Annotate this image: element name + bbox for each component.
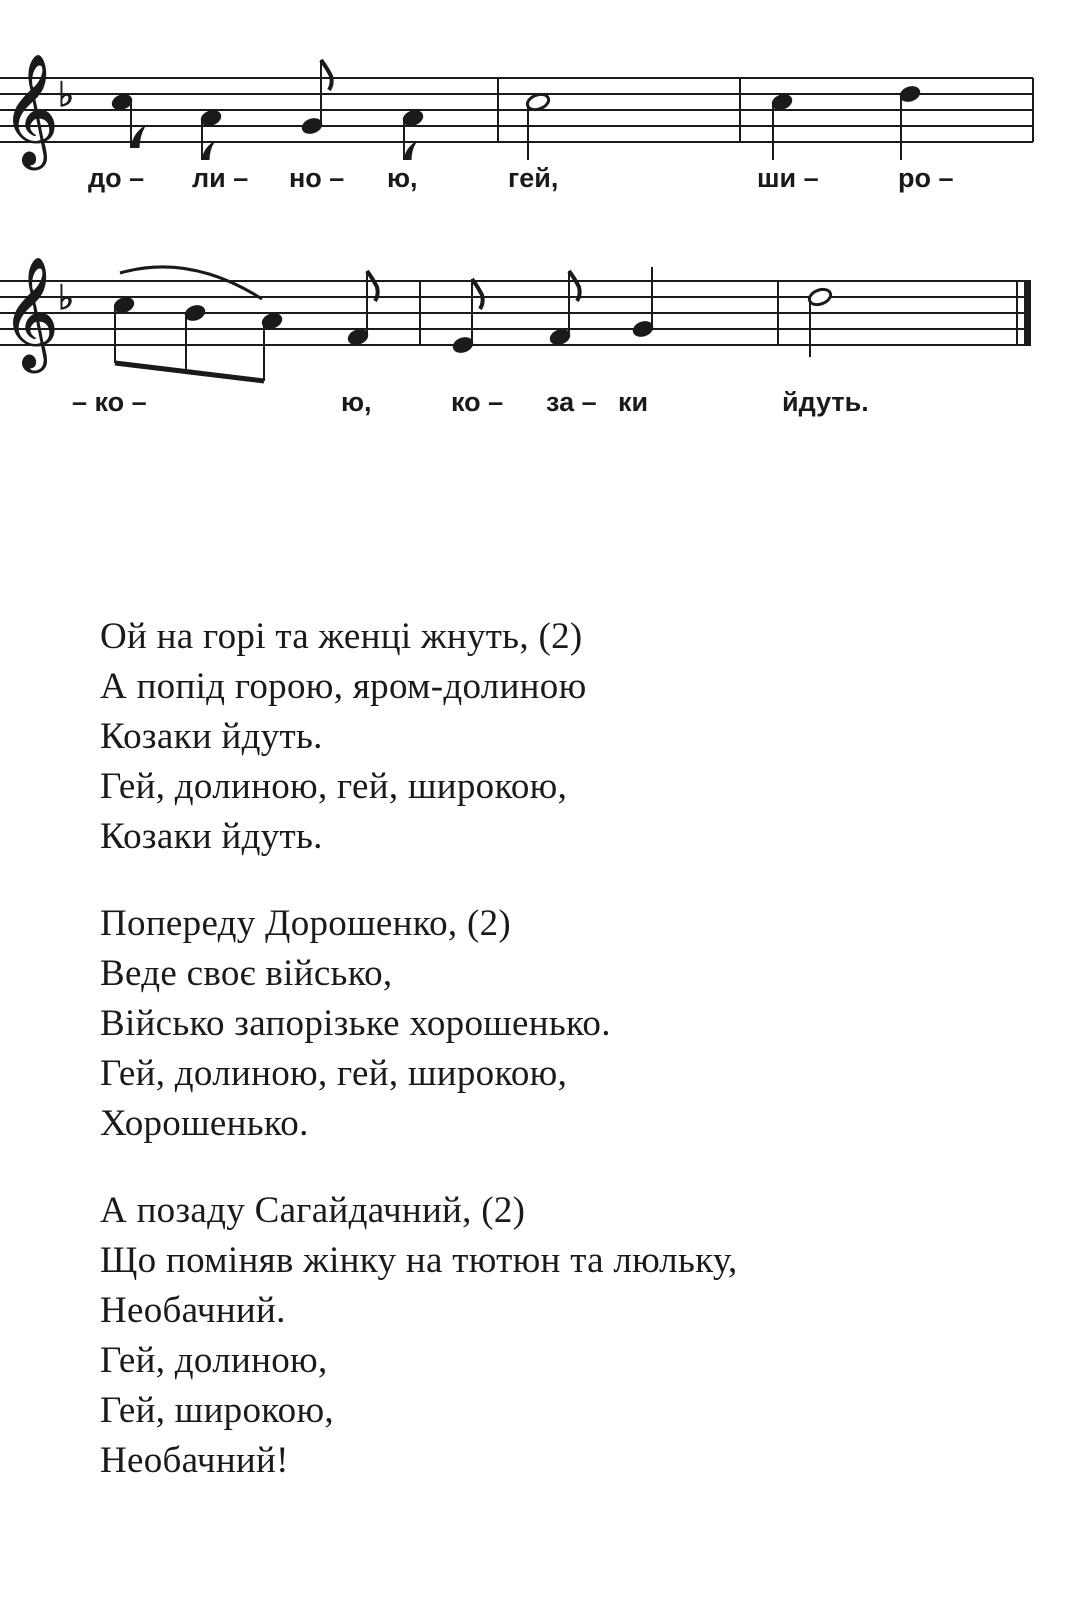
beamed-notes <box>112 295 284 381</box>
lyric-syllable: ко – <box>451 387 504 417</box>
staff-lines <box>0 281 1030 345</box>
lyric-syllable: ро – <box>898 163 954 193</box>
lyrics-line-2 <box>0 387 1087 427</box>
staff-lines <box>0 78 1033 142</box>
lyric-syllable: ли – <box>192 163 249 193</box>
lyric-syllable: ши – <box>757 163 819 193</box>
note-f-eighth <box>451 279 482 355</box>
verse-line: Необачний! <box>100 1440 289 1481</box>
note-b-eighth <box>401 108 425 160</box>
stanza-2 <box>100 899 1000 1149</box>
note-a-eighth <box>300 60 331 136</box>
verse-line: Веде своє військо, <box>100 953 393 994</box>
treble-clef: 𝄞 <box>2 53 59 165</box>
note-g-eighth <box>548 271 579 347</box>
verse-line: Гей, долиною, гей, широкою, <box>100 766 568 807</box>
lyric-syllable: за – <box>546 387 597 417</box>
lyric-syllable: но – <box>289 163 345 193</box>
verse-line: Хорошенько. <box>100 1103 309 1144</box>
verse-line: Козаки йдуть. <box>100 816 323 857</box>
note-g-eighth <box>346 271 377 347</box>
staff-system-2 <box>0 245 1087 385</box>
verse-line: Гей, долиною, <box>100 1340 328 1381</box>
verse-line: Попереду Дорошенко, (2) <box>100 903 512 944</box>
staff-system-1 <box>0 20 1087 165</box>
verse-line: Що поміняв жінку на тютюн та люльку, <box>100 1240 738 1281</box>
verse-line: А позаду Сагайдачний, (2) <box>100 1190 526 1231</box>
staff-2 <box>0 245 1087 385</box>
stanza-3 <box>100 1186 1000 1486</box>
note-c-eighth <box>110 92 145 148</box>
note-d-quarter <box>898 84 922 160</box>
note-b-eighth <box>199 108 223 160</box>
flat-key-signature: ♭ <box>58 75 75 115</box>
verse-line: А попід горою, яром-долиною <box>100 666 587 707</box>
verse-line: Військо запорізьке хорошенько. <box>100 1003 611 1044</box>
song-verses <box>100 612 1000 1523</box>
lyric-syllable: ю, <box>341 387 372 417</box>
staff-1 <box>0 20 1087 165</box>
note-d-half <box>807 287 832 357</box>
verse-line: Необачний. <box>100 1290 286 1331</box>
final-barline-thick <box>1024 280 1031 346</box>
lyric-syllable: – ко – <box>72 387 147 417</box>
lyric-syllable: йдуть. <box>782 387 869 417</box>
slur <box>120 267 262 299</box>
stanza-1 <box>100 612 1000 862</box>
note-a-quarter <box>631 267 655 339</box>
verse-line: Козаки йдуть. <box>100 716 323 757</box>
verse-line: Ой на горі та женці жнуть, (2) <box>100 616 583 657</box>
lyric-syllable: ю, <box>387 163 418 193</box>
lyrics-line-1 <box>0 163 1087 203</box>
lyric-syllable: до – <box>88 163 145 193</box>
lyric-syllable: ки <box>618 387 649 417</box>
flat-key-signature: ♭ <box>58 278 75 318</box>
lyric-syllable: гей, <box>508 163 559 193</box>
verse-line: Гей, широкою, <box>100 1390 334 1431</box>
treble-clef: 𝄞 <box>2 256 59 368</box>
verse-line: Гей, долиною, гей, широкою, <box>100 1053 568 1094</box>
